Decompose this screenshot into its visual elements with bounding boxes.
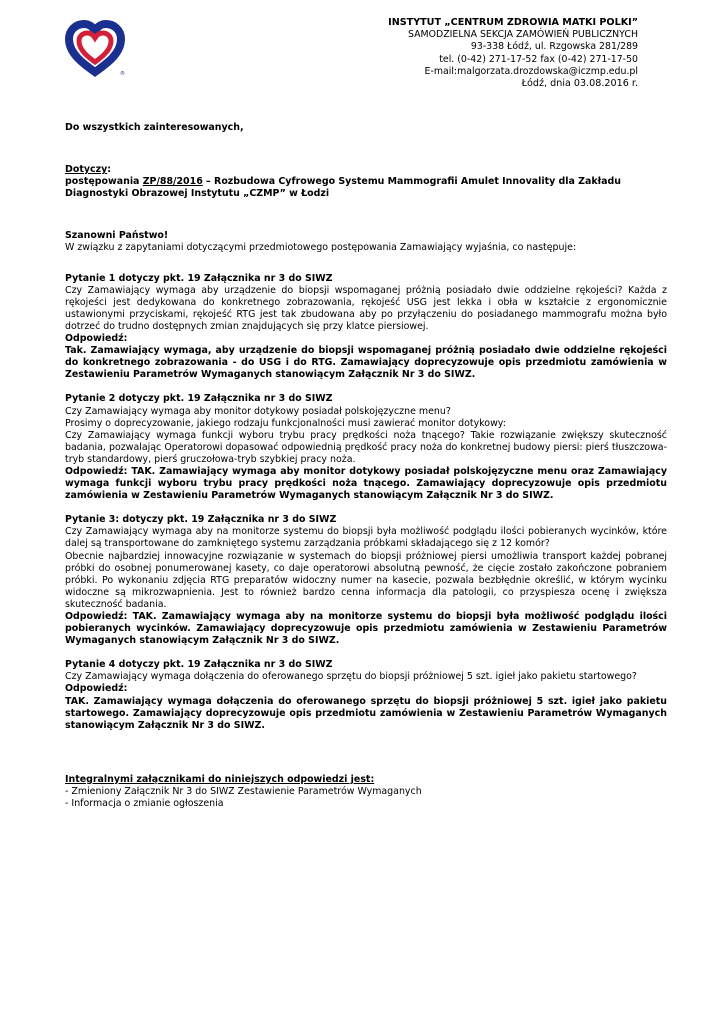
answer-1-text: Tak. Zamawiający wymaga, aby urządzenie do biopsji wspomaganej próżnią posiadało dwie oddzielne rękojeści do konkretnego zobrazowania - do USG i do RTG. Zamawiający doprecyzowuje opis przedmiotu zamówienia w Zestawieniu Parametrów Wymaganych stanowiącym Załącznik Nr 3 do SIWZ. <box>65 345 667 381</box>
address: 93-338 Łódź, ul. Rzgowska 281/289 <box>470 41 638 53</box>
attachments-heading: Integralnymi załącznikami do niniejszych odpowiedzi jest: <box>65 773 375 785</box>
question-2-line: Czy Zamawiający wymaga funkcji wyboru trybu pracy prędkości noża tnącego? Takie rozwiązanie zwiększy skuteczność badania, pozwalając Operatorowi dopasować odpowiednią prędkość pracy noża do konkretnej budowy piersi: pierś tłuszczowa-tryb standardowy, pierś gruczołowa-tryb szybkiej pracy noża. <box>65 429 667 465</box>
email: E-mail:malgorzata.drozdowska@iczmp.edu.pl <box>424 65 638 77</box>
phone-fax: tel. (0-42) 271-17-52 fax (0-42) 271-17-50 <box>439 53 638 65</box>
registered-mark: ® <box>120 71 125 77</box>
attachment-item: - Informacja o zmianie ogłoszenia <box>65 798 224 810</box>
answer-2-label: Odpowiedź: <box>65 465 128 477</box>
section-name: SAMODZIELNA SEKCJA ZAMÓWIEŃ PUBLICZNYCH <box>408 29 638 41</box>
question-3-heading: Pytanie 3: dotyczy pkt. 19 Załącznika nr 3 do SIWZ <box>65 514 337 526</box>
question-2-line: Czy Zamawiający wymaga aby monitor dotykowy posiadał polskojęzyczne menu? <box>65 405 451 417</box>
subject-label: Dotyczy: <box>65 164 112 176</box>
institute-name: INSTYTUT „CENTRUM ZDROWIA MATKI POLKI” <box>388 17 638 28</box>
question-3-line: Czy Zamawiający wymaga aby na monitorze systemu do biopsji była możliwość podglądu ilości pobieranych wycinków, które dalej są transportowane do zamkniętego systemu zarządzania próbkami składającego się z 12 komór? <box>65 526 667 550</box>
question-1-heading: Pytanie 1 dotyczy pkt. 19 Załącznika nr 3 do SIWZ <box>65 272 333 284</box>
subject-text: postępowania ZP/88/2016 – Rozbudowa Cyfrowego Systemu Mammografii Amulet Innovality dla Zakładu Diagnostyki Obrazowej Instytutu „CZMP” w Łodzi <box>65 176 622 200</box>
addressee: Do wszystkich zainteresowanych, <box>65 122 244 133</box>
answer-1-label: Odpowiedź: <box>65 333 128 345</box>
answer-2-text: Odpowiedź: TAK. Zamawiający wymaga aby monitor dotykowy posiadał polskojęzyczne menu oraz Zamawiający wymaga funkcji wyboru trybu pracy prędkości noża tnącego. Zamawiający doprecyzowuje opis przedmiotu zamówienia w Zestawieniu Parametrów Wymaganych stanowiącym Załącznik Nr 3 do SIWZ. <box>65 465 667 502</box>
czmp-heart-logo <box>64 20 126 78</box>
question-4-heading: Pytanie 4 dotyczy pkt. 19 Załącznika nr 3 do SIWZ <box>65 659 333 671</box>
question-2-line: Prosimy o doprecyzowanie, jakiego rodzaju funkcjonalności musi zawierać monitor dotykowy: <box>65 417 506 429</box>
question-2-heading: Pytanie 2 dotyczy pkt. 19 Załącznika nr 3 do SIWZ <box>65 393 333 405</box>
intro-paragraph: W związku z zapytaniami dotyczącymi przedmiotowego postępowania Zamawiający wyjaśnia, co następuje: <box>65 242 577 254</box>
answer-4-text: TAK. Zamawiający wymaga dołączenia do oferowanego sprzętu do biopsji próżniowej 5 szt. igieł jako pakietu startowego. Zamawiający doprecyzowuje opis przedmiotu zamówienia w Zestawieniu Parametrów Wymaganych stanowiącym Załącznik Nr 3 do SIWZ. <box>65 695 667 731</box>
answer-3-text: Odpowiedź: TAK. Zamawiający wymaga aby na monitorze systemu do biopsji była możliwość podglądu ilości pobieranych wycinków. Zamawiający doprecyzowuje opis przedmiotu zamówienia w Zestawieniu Parametrów Wymaganych stanowiącym Załącznik Nr 3 do SIWZ. <box>65 611 667 647</box>
salutation: Szanowni Państwo! <box>65 230 169 242</box>
letter-date: Łódź, dnia 03.08.2016 r. <box>521 78 638 90</box>
letterhead <box>218 17 638 90</box>
letter-body <box>65 122 667 810</box>
question-3-line: Obecnie najbardziej innowacyjne rozwiązanie w systemach do biopsji próżniowej piersi umożliwia transport każdej pobranej próbki do osobnej ponumerowanej kasety, co daje operatorowi absolutną pewność, że cięcie zostało zakończone pobraniem próbki. Po wykonaniu zdjęcia RTG preparatów widoczny numer na kasecie, pozwala bezbłędnie określić, w którym wycinku widoczne są mikrozwapnienia. Jest to również bardzo cenna informacja dla patologii, co przyspiesza ocenę i zwiększa skuteczność badania. <box>65 550 667 610</box>
answer-4-label: Odpowiedź: <box>65 683 128 695</box>
attachment-item: - Zmieniony Załącznik Nr 3 do SIWZ Zestawienie Parametrów Wymaganych <box>65 785 422 797</box>
question-1-text: Czy Zamawiający wymaga aby urządzenie do biopsji wspomaganej próżnią posiadało dwie oddzielne rękojeści? Każda z rękojeści jest dedykowana do konkretnego zobrazowania, rękojeść USG jest lekka i obła w kształcie z ergonomicznie ustawionymi przyciskami, rękojeść RTG jest tak zbudowana aby po przyłączeniu do posiadanego mammografu można było dotrzeć do trudno dostępnych zmian znajdujących się przy klatce piersiowej. <box>65 284 667 332</box>
question-4-text: Czy Zamawiający wymaga dołączenia do oferowanego sprzętu do biopsji próżniowej 5 szt. igieł jako pakietu startowego? <box>65 671 637 683</box>
answer-3-label: Odpowiedź: <box>65 611 128 622</box>
procedure-number: ZP/88/2016 <box>142 176 203 188</box>
